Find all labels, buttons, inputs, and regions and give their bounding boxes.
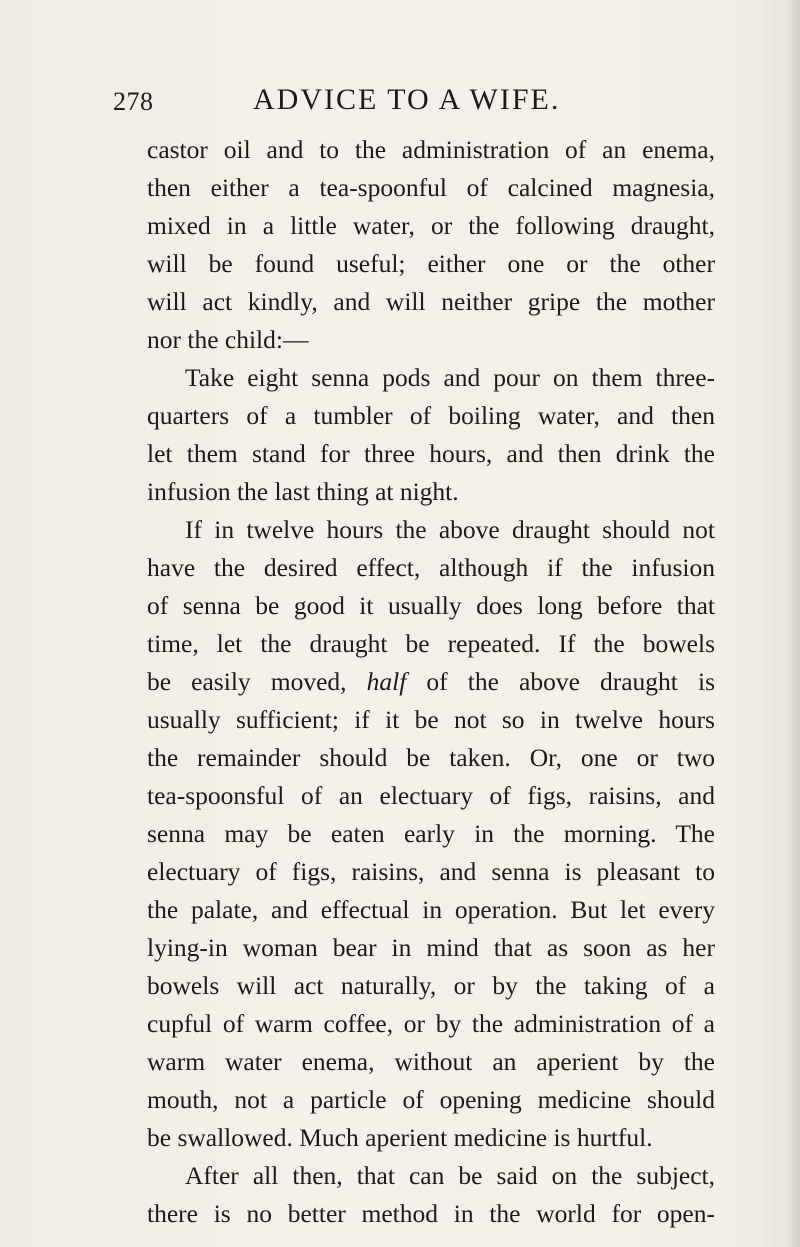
- text-line: castor oil and to the administration of an enema,: [147, 135, 715, 164]
- text-line: the remainder should be taken. Or, one or two: [147, 743, 715, 772]
- text-line: senna may be eaten early in the morning. The: [147, 819, 715, 848]
- text-line: Take eight senna pods and pour on them three-: [185, 363, 715, 392]
- text-line: tea-spoonsful of an electuary of figs, raisins, and: [147, 781, 715, 810]
- text-line: have the desired effect, although if the infusion: [147, 553, 715, 582]
- text-line: time, let the draught be repeated. If the bowels: [147, 629, 715, 658]
- text-line: mixed in a little water, or the following draught,: [147, 211, 715, 240]
- text-line: be swallowed. Much aperient medicine is hurtful.: [147, 1123, 653, 1152]
- text-segment: be easily moved,: [147, 667, 367, 696]
- running-title: ADVICE TO A WIFE.: [253, 83, 561, 116]
- text-line-italic: [147, 663, 715, 701]
- body-text: [147, 131, 715, 1233]
- text-line: will act kindly, and will neither gripe the mother: [147, 287, 715, 316]
- text-segment: of the above draught is: [406, 667, 716, 696]
- text-line: quarters of a tumbler of boiling water, and then: [147, 401, 715, 430]
- page-header: [113, 83, 653, 123]
- text-line: then either a tea-spoonful of calcined magnesia,: [147, 173, 715, 202]
- text-line: bowels will act naturally, or by the taking of a: [147, 971, 715, 1000]
- text-line: warm water enema, without an aperient by the: [147, 1047, 715, 1076]
- text-line: electuary of figs, raisins, and senna is pleasant to: [147, 857, 715, 886]
- text-line: infusion the last thing at night.: [147, 477, 459, 506]
- italic-word: half: [366, 667, 407, 696]
- text-line: After all then, that can be said on the subject,: [185, 1161, 715, 1190]
- text-line: mouth, not a particle of opening medicine should: [147, 1085, 715, 1114]
- page-edge-shadow: [786, 0, 800, 1247]
- text-line: will be found useful; either one or the other: [147, 249, 715, 278]
- page-number: 278: [113, 87, 154, 116]
- text-line: of senna be good it usually does long before that: [147, 591, 715, 620]
- text-line: let them stand for three hours, and then drink the: [147, 439, 715, 468]
- text-line: the palate, and effectual in operation. But let every: [147, 895, 715, 924]
- text-line: usually sufficient; if it be not so in twelve hours: [147, 705, 715, 734]
- text-line: cupful of warm coffee, or by the administration of a: [147, 1009, 715, 1038]
- text-line: nor the child:—: [147, 325, 309, 354]
- text-line: there is no better method in the world for open-: [147, 1199, 715, 1228]
- text-line: lying-in woman bear in mind that as soon as her: [147, 933, 715, 962]
- text-line: If in twelve hours the above draught should not: [185, 515, 715, 544]
